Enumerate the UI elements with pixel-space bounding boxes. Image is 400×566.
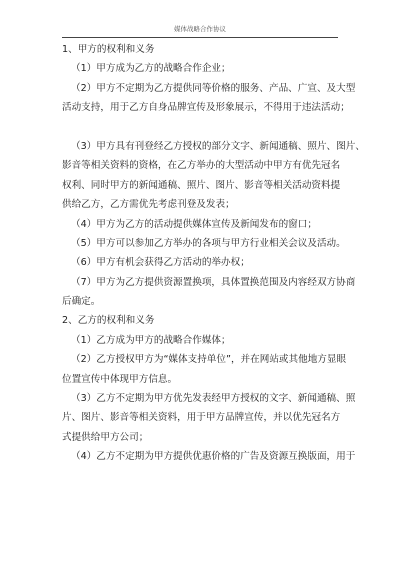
- clause-a2-line1: （2）甲方不定期为乙方提供同等价格的服务、产品、广宣、及大型: [71, 82, 356, 94]
- paragraph-gap: [62, 118, 346, 137]
- clause-a3-line3: 权利、同时甲方的新闻通稿、照片、图片、影音等相关活动资料提: [62, 179, 341, 191]
- clause-a5: （5）甲方可以参加乙方举办的各项与甲方行业相关会议及活动。: [71, 237, 346, 249]
- clause-a3-line2: 影音等相关资料的资格，在乙方举办的大型活动中甲方有优先冠名: [62, 160, 341, 172]
- clause-a7-line1: （7）甲方为乙方提供资源置换项，具体置换范围及内容经双方协商: [71, 276, 356, 288]
- document-body: [62, 40, 365, 467]
- section-heading-party-b: 2、乙方的权利和义务: [62, 315, 155, 327]
- clause-b3-line3: 式提供给甲方公司；: [62, 431, 149, 443]
- clause-a7-line2: 后确定。: [62, 296, 101, 308]
- header-divider: [62, 37, 338, 38]
- clause-b2-line1: （2）乙方授权甲方为“媒体支持单位”，并在网站或其他地方显眼: [71, 354, 347, 366]
- clause-b3-line1: （3）乙方不定期为甲方优先发表经甲方授权的文字、新闻通稿、照: [71, 393, 356, 405]
- clause-a3-line4: 供给乙方，乙方需优先考虑刊登及发表；: [62, 199, 235, 211]
- section-heading-party-a: 1、甲方的权利和义务: [62, 44, 155, 55]
- clause-b3-line2: 片、图片、影音等相关资料，用于甲方品牌宣传，并以优先冠名方: [62, 412, 341, 424]
- clause-a3-line1: （3）甲方具有刊登经乙方授权的部分文字、新闻通稿、照片、图片、: [71, 140, 365, 152]
- clause-a1: （1）甲方成为乙方的战略合作企业；: [71, 63, 231, 75]
- clause-b1: （1）乙方成为甲方的战略合作媒体；: [71, 334, 231, 346]
- clause-b4-line1: （4）乙方不定期为甲方提供优惠价格的广告及资源互换版面，用于: [71, 451, 356, 463]
- page-header-title: 媒体战略合作协议: [174, 25, 226, 33]
- clause-b2-line2: 位置宣传中体现甲方信息。: [62, 373, 178, 385]
- clause-a6: （6）甲方有机会获得乙方活动的举办权；: [71, 257, 250, 269]
- clause-a4: （4）甲方为乙方的活动提供媒体宣传及新闻发布的窗口；: [71, 218, 317, 230]
- clause-a2-line2: 活动支持，用于乙方自身品牌宣传及形象展示，不得用于违法活动；: [62, 102, 350, 114]
